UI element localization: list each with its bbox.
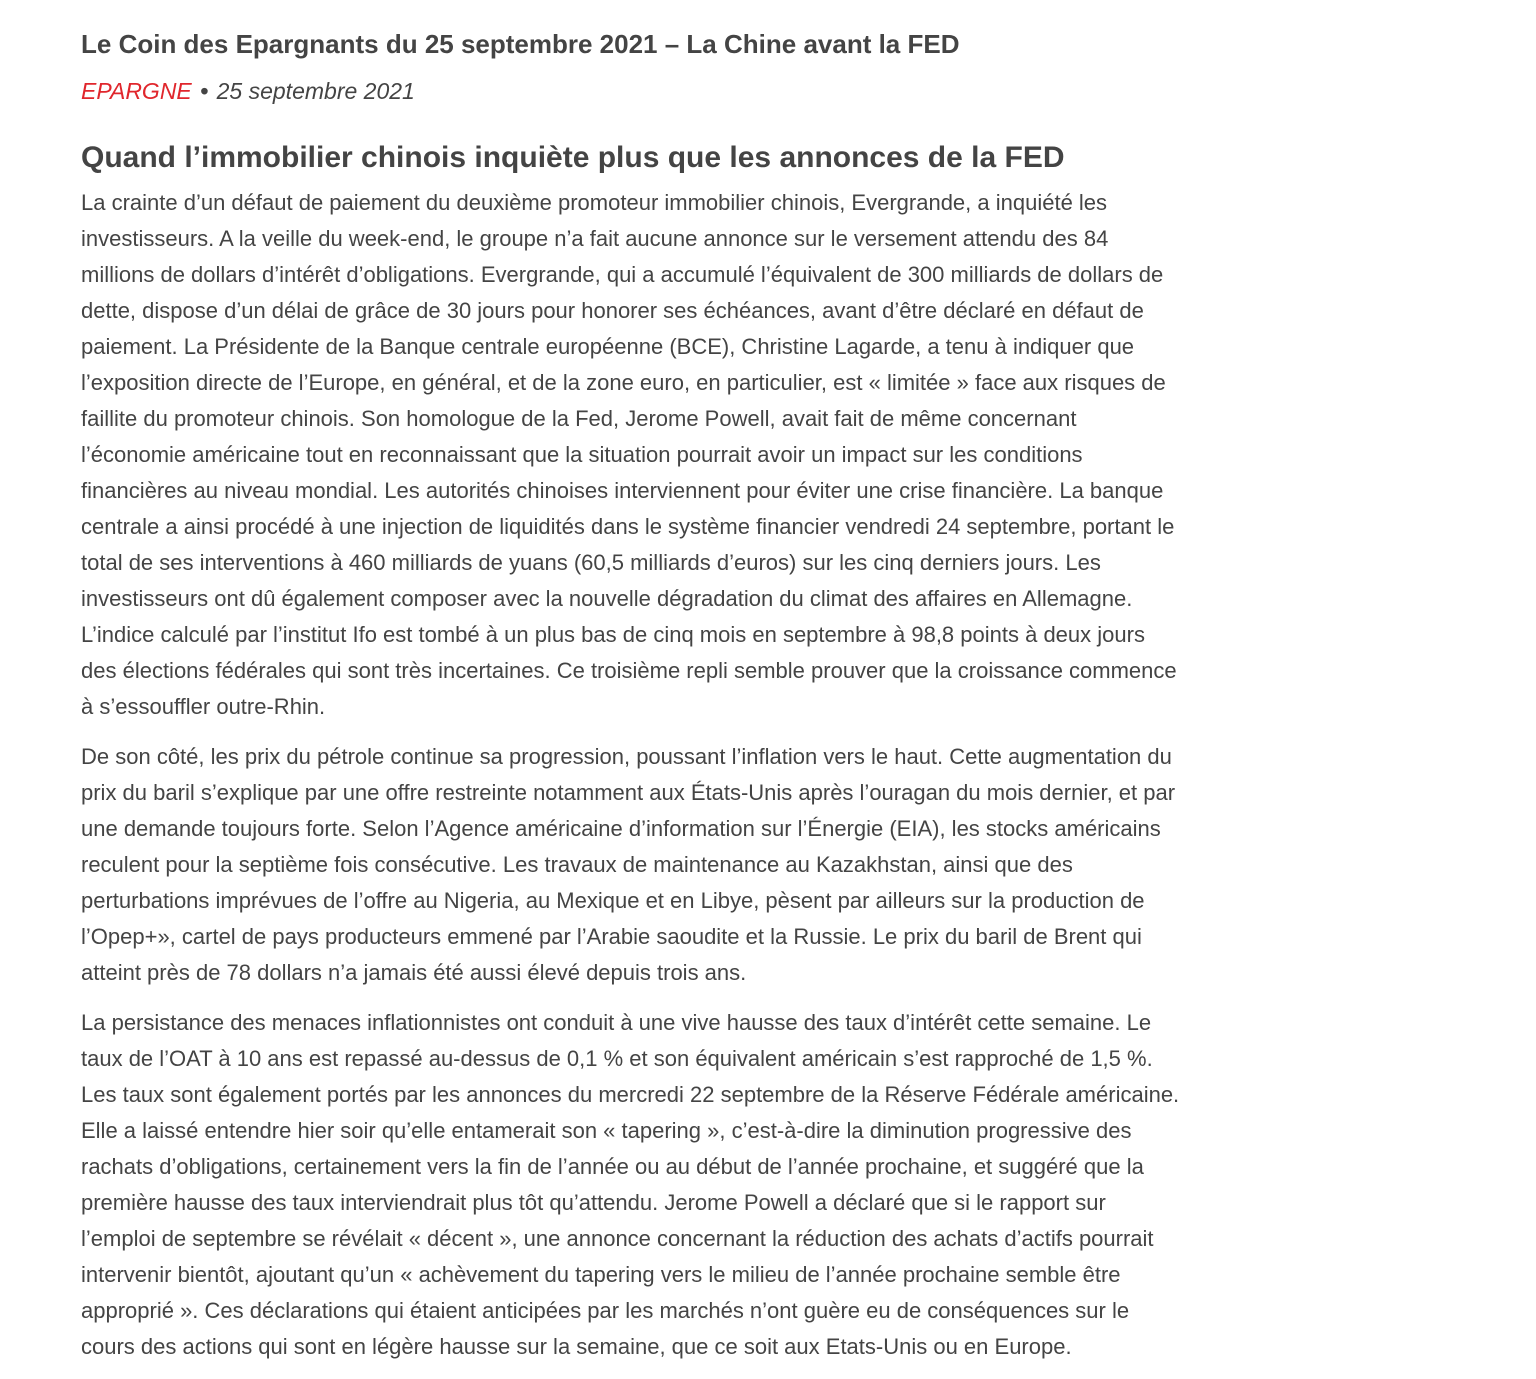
article-body bbox=[81, 185, 1391, 1365]
section-heading: Quand l’immobilier chinois inquiète plus que les annonces de la FED bbox=[81, 141, 1065, 174]
article-paragraph: De son côté, les prix du pétrole continue sa progression, poussant l’inflation vers le haut. Cette augmentation du prix du baril s’explique par une offre restreinte notamment aux États-Unis après l’ouragan du mois dernier, et par une demande toujours forte. Selon l’Agence américaine d’information sur l’Énergie (EIA), les stocks américains reculent pour la septième fois consécutive. Les travaux de maintenance au Kazakhstan, ainsi que des perturbations imprévues de l’offre au Nigeria, au Mexique et en Libye, pèsent par ailleurs sur la production de l’Opep+», cartel de pays producteurs emmené par l’Arabie saoudite et la Russie. Le prix du baril de Brent qui atteint près de 78 dollars n’a jamais été aussi élevé depuis trois ans. bbox=[81, 744, 1176, 985]
article-paragraph: La persistance des menaces inflationnistes ont conduit à une vive hausse des taux d’intérêt cette semaine. Le taux de l’OAT à 10 ans est repassé au-dessus de 0,1 % et son équivalent américain s’est rapproché de 1,5 %. Les taux sont également portés par les annonces du mercredi 22 septembre de la Réserve Fédérale américaine. Elle a laissé entendre hier soir qu’elle entamerait son « tapering », c’est-à-dire la diminution progressive des rachats d’obligations, certainement vers la fin de l’année ou au début de l’année prochaine, et suggéré que la première hausse des taux interviendrait plus tôt qu’attendu. Jerome Powell a déclaré que si le rapport sur l’emploi de septembre se révélait « décent », une annonce concernant la réduction des achats d’actifs pourrait intervenir bientôt, ajoutant qu’un « achèvement du tapering vers le milieu de l’année prochaine semble être approprié ». Ces déclarations qui étaient anticipées par les marchés n’ont guère eu de conséquences sur le cours des actions qui sont en légère hausse sur la semaine, que ce soit aux Etats-Unis ou en Europe. bbox=[81, 1010, 1180, 1359]
post-date: 25 septembre 2021 bbox=[216, 78, 415, 104]
post-title: Le Coin des Epargnants du 25 septembre 2021 – La Chine avant la FED bbox=[81, 29, 960, 59]
meta-separator: • bbox=[200, 78, 209, 104]
article-paragraph: La crainte d’un défaut de paiement du deuxième promoteur immobilier chinois, Evergrande, a inquiété les investisseurs. A la veille du week-end, le groupe n’a fait aucune annonce sur le versement attendu des 84 millions de dollars d’intérêt d’obligations. Evergrande, qui a accumulé l’équivalent de 300 milliards de dollars de dette, dispose d’un délai de grâce de 30 jours pour honorer ses échéances, avant d’être déclaré en défaut de paiement. La Présidente de la Banque centrale européenne (BCE), Christine Lagarde, a tenu à indiquer que l’exposition directe de l’Europe, en général, et de la zone euro, en particulier, est « limitée » face aux risques de faillite du promoteur chinois. Son homologue de la Fed, Jerome Powell, avait fait de même concernant l’économie américaine tout en reconnaissant que la situation pourrait avoir un impact sur les conditions financières au niveau mondial. Les autorités chinoises interviennent pour éviter une crise financière. La banque centrale a ainsi procédé à une injection de liquidités dans le système financier vendredi 24 septembre, portant le total de ses interventions à 460 milliards de yuans (60,5 milliards d’euros) sur les cinq derniers jours. Les investisseurs ont dû également composer avec la nouvelle dégradation du climat des affaires en Allemagne. L’indice calculé par l’institut Ifo est tombé à un plus bas de cinq mois en septembre à 98,8 points à deux jours des élections fédérales qui sont très incertaines. Ce troisième repli semble prouver que la croissance commence à s’essouffler outre-Rhin. bbox=[81, 190, 1177, 719]
post-meta bbox=[81, 76, 1391, 106]
category-link[interactable]: EPARGNE bbox=[81, 78, 192, 104]
